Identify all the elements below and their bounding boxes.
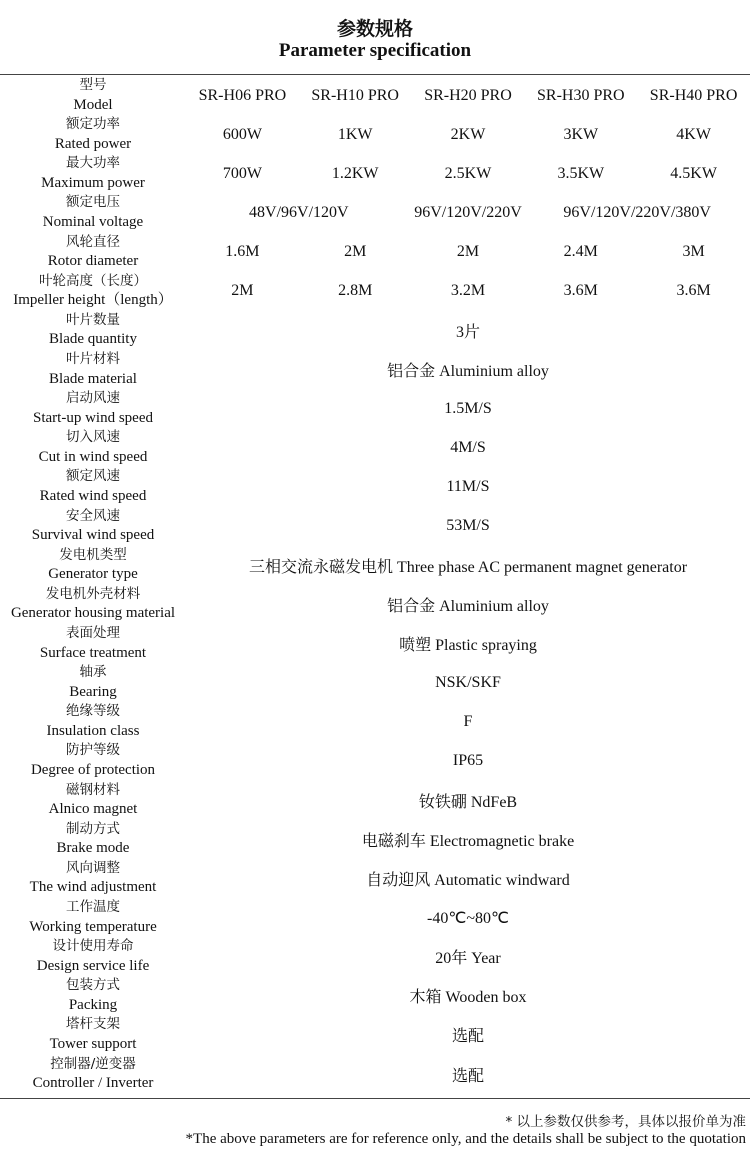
value-cell: 700W [222,164,262,182]
value-cell: 11M/S [446,477,490,495]
value-cell: 铝合金 Aluminium alloy [387,363,549,381]
value-cell: 3M [682,243,705,261]
row-blade-quantity [0,311,750,350]
value-cell: 3.5KW [557,164,605,182]
value-cell: 3.2M [450,282,486,300]
footnote-en: *The above parameters are for reference only, and the details shall be subject to the quotation [185,1131,746,1147]
row-rated-speed [0,467,750,506]
row-label [0,585,186,624]
row-label [0,467,186,506]
label-cn: 包装方式 [66,977,120,994]
row-label [0,507,186,546]
label-cn: 叶片材料 [66,351,120,368]
row-impeller-height [0,272,750,311]
row-service-life [0,937,750,976]
label-en: Surface treatment [39,644,147,661]
value-cell: 三相交流永磁发电机 Three phase AC permanent magnet generator [248,558,688,576]
label-cn: 型号 [79,77,107,94]
row-generator-type [0,546,750,585]
row-label [0,1055,186,1094]
label-en: Alnico magnet [48,801,138,818]
label-cn: 额定风速 [66,468,120,485]
label-cn: 发电机类型 [59,546,127,563]
label-cn: 安全风速 [66,507,120,524]
row-label [0,624,186,663]
row-nominal-voltage [0,193,750,232]
label-cn: 表面处理 [66,625,120,642]
row-rated-power [0,115,750,154]
value-cell: 1.6M [225,243,260,261]
label-en: Survival wind speed [31,527,155,544]
label-en: Insulation class [46,722,140,739]
row-bearing [0,663,750,702]
row-label [0,233,186,272]
value-cell: 2M [456,243,480,261]
label-en: Brake mode [56,840,130,857]
row-cutin-speed [0,428,750,467]
row-working-temp [0,898,750,937]
label-en: Controller / Inverter [32,1075,154,1092]
label-cn: 控制器/逆变器 [50,1055,136,1072]
row-label [0,428,186,467]
label-cn: 绝缘等级 [66,703,120,720]
value-cell: 4.5KW [670,164,717,182]
label-cn: 额定功率 [66,116,120,133]
row-label [0,546,186,585]
value-cell: 木箱 Wooden box [409,989,527,1007]
page-title-en: Parameter specification [278,40,472,61]
label-en: Working temperature [29,918,157,935]
label-cn: 最大功率 [66,155,120,172]
value-cell: 2M [231,282,254,300]
spec-table [0,76,750,1094]
label-cn: 防护等级 [66,742,120,759]
label-en: The wind adjustment [29,879,157,896]
value-cell: 4M/S [450,438,486,456]
row-startup-speed [0,389,750,428]
label-en: Start-up wind speed [33,409,153,426]
label-cn: 切入风速 [66,429,120,446]
row-label [0,898,186,937]
row-label [0,702,186,741]
row-packing [0,976,750,1015]
value-cell: 2.4M [563,243,598,261]
row-label [0,311,186,350]
model-cell: SR-H06 PRO [198,86,287,104]
model-cell: SR-H10 PRO [311,86,399,104]
row-controller [0,1055,750,1094]
value-cell: 96V/120V/220V [414,203,522,221]
row-label [0,741,186,780]
label-cn: 启动风速 [66,390,120,407]
value-cell: 3片 [455,323,480,341]
label-en: Generator type [48,566,138,583]
label-cn: 发电机外壳材料 [45,585,141,602]
label-cn: 叶轮高度（长度） [39,272,147,289]
row-label [0,154,186,193]
row-label [0,781,186,820]
value-cell: 2KW [450,125,486,143]
value-cell: 1KW [337,125,373,143]
value-cell: F [463,712,473,730]
value-cell: 1.2KW [331,164,379,182]
value-cell: 600W [222,125,262,143]
value-cell: 选配 [451,1028,484,1046]
value-cell: 自动迎风 Automatic windward [366,871,570,889]
label-en: Rated wind speed [39,487,147,504]
label-cn: 额定电压 [66,194,120,211]
label-en: Tower support [49,1035,137,1052]
label-en: Blade material [49,370,137,387]
row-label [0,350,186,389]
row-label [0,859,186,898]
value-cell: 48V/96V/120V [249,203,349,221]
value-cell: 2.5KW [444,164,492,182]
row-label [0,820,186,859]
row-label [0,193,186,232]
row-label [0,976,186,1015]
model-cell: SR-H20 PRO [424,86,512,104]
label-en: Nominal voltage [42,213,144,230]
label-cn: 制动方式 [66,820,120,837]
label-cn: 轴承 [79,664,107,681]
row-survival-speed [0,507,750,546]
model-cell: SR-H40 PRO [649,86,738,104]
label-en: Cut in wind speed [38,448,148,465]
page-title-cn: 参数规格 [336,18,413,40]
row-rotor-diameter [0,233,750,272]
model-cell: SR-H30 PRO [537,86,625,104]
label-cn: 设计使用寿命 [52,938,134,955]
label-en: Model [73,96,113,113]
value-cell: 96V/120V/220V/380V [563,203,711,221]
value-cell: NSK/SKF [435,673,501,691]
row-label [0,389,186,428]
row-magnet [0,781,750,820]
label-en: Generator housing material [10,605,176,622]
label-en: Maximum power [41,174,145,191]
value-cell: 3KW [563,125,599,143]
row-label [0,663,186,702]
row-max-power [0,154,750,193]
value-cell: 2M [344,243,367,261]
row-model [0,76,750,115]
value-cell: 53M/S [446,517,490,535]
row-protection [0,741,750,780]
label-cn: 塔杆支架 [66,1016,120,1033]
row-surface-treatment [0,624,750,663]
footnote-cn: * 以上参数仅供参考，具体以报价单为准 [505,1114,746,1130]
label-cn: 工作温度 [66,899,120,916]
label-cn: 风轮直径 [66,233,120,250]
label-en: Design service life [36,957,150,974]
row-label [0,76,186,115]
row-label [0,937,186,976]
row-insulation [0,702,750,741]
label-en: Bearing [69,683,117,700]
value-cell: 铝合金 Aluminium alloy [387,597,549,615]
value-cell: 1.5M/S [444,399,492,417]
value-cell: 3.6M [676,282,711,300]
value-cell: IP65 [452,751,484,769]
value-cell: 3.6M [563,282,598,300]
row-label [0,115,186,154]
value-cell: 喷塑 Plastic spraying [399,637,537,655]
row-label [0,272,186,311]
label-cn: 叶片数量 [66,311,120,328]
label-cn: 磁钢材料 [66,781,120,798]
bottom-divider [0,1098,750,1099]
value-cell: 4KW [676,125,711,143]
value-cell: -40℃~80℃ [427,909,509,927]
row-housing-material [0,585,750,624]
row-label [0,1015,186,1054]
row-brake [0,820,750,859]
label-en: Rated power [54,135,132,152]
label-en: Packing [68,996,118,1013]
row-wind-adjust [0,859,750,898]
value-cell: 20年 Year [435,950,501,968]
label-en: Rotor diameter [47,253,139,270]
row-blade-material [0,350,750,389]
label-en: Impeller height（length） [13,292,173,309]
label-en: Blade quantity [49,331,137,348]
label-cn: 风向调整 [66,859,120,876]
top-divider [0,74,750,75]
label-en: Degree of protection [30,761,156,778]
value-cell: 选配 [451,1067,484,1085]
value-cell: 电磁刹车 Electromagnetic brake [361,832,575,850]
row-tower [0,1015,750,1054]
value-cell: 2.8M [338,282,373,300]
value-cell: 钕铁硼 NdFeB [418,793,518,811]
